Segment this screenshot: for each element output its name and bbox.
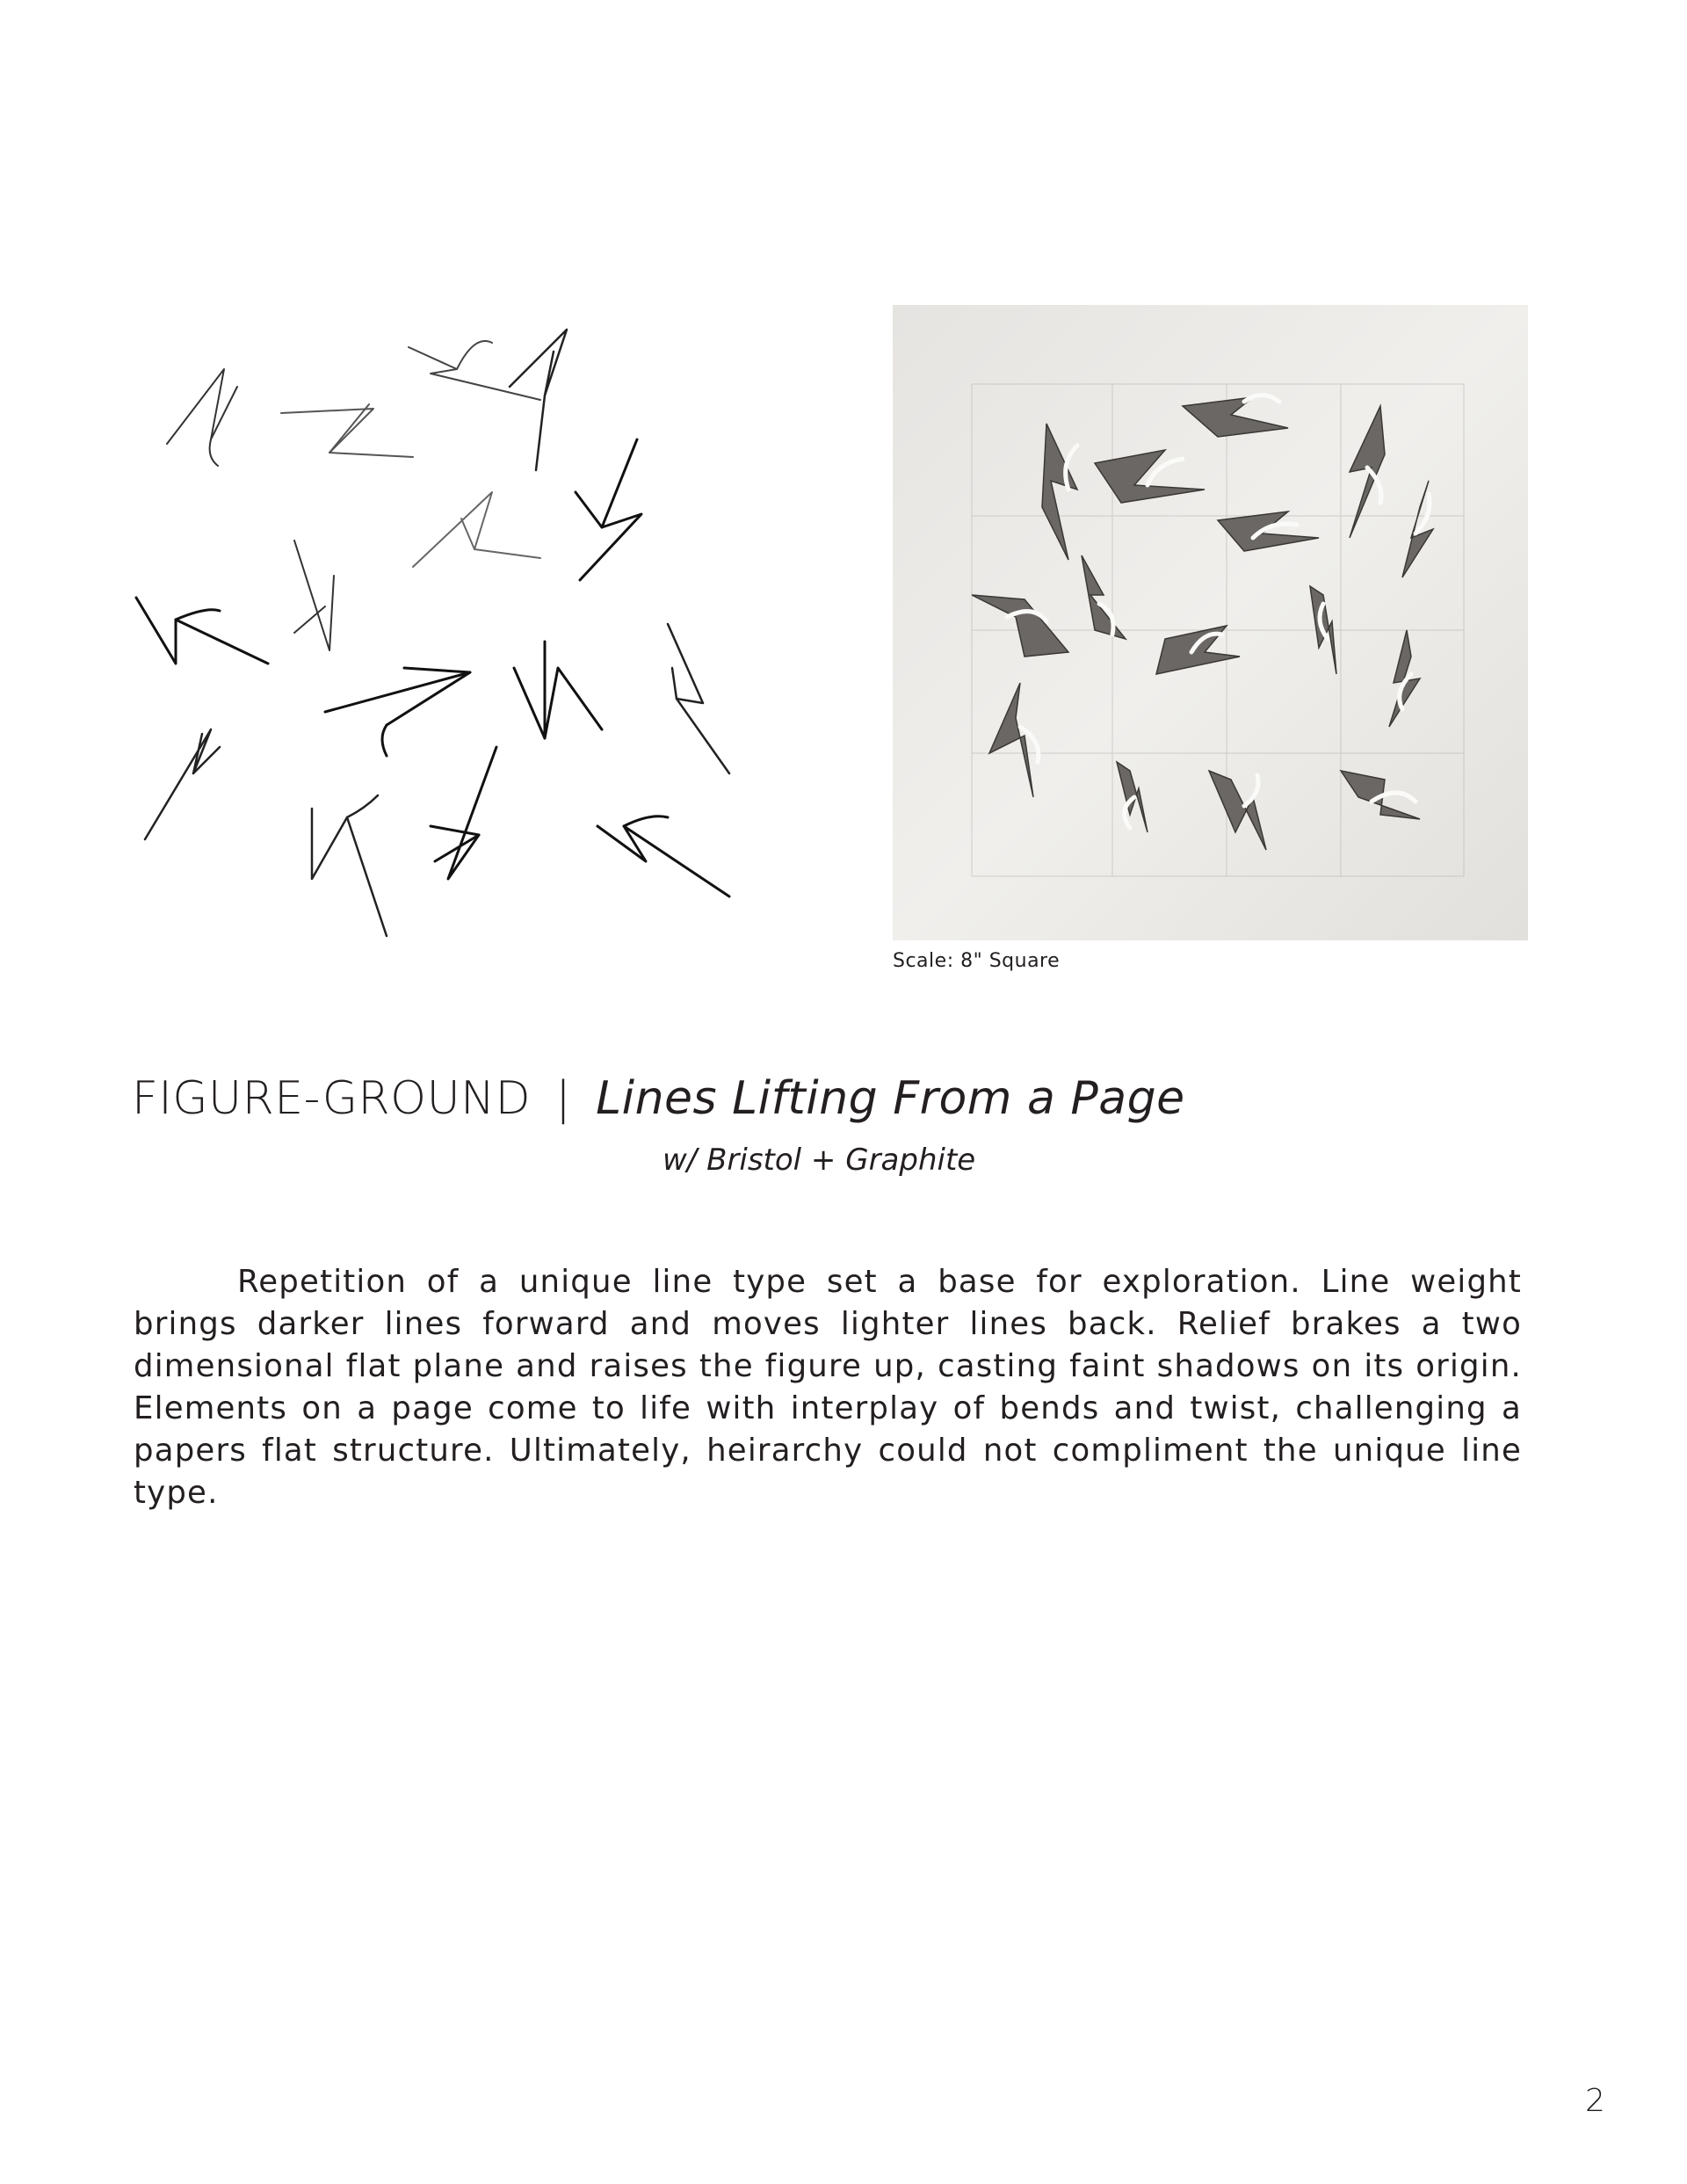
page-title: [132, 1072, 1185, 1125]
sketch-arrow: [668, 624, 729, 773]
page-subtitle: w/ Bristol + Graphite: [662, 1143, 976, 1178]
sketch-arrow: [136, 598, 268, 664]
title-italic: Lines Lifting From a Page: [596, 1072, 1185, 1125]
sketch-arrow: [409, 341, 540, 400]
sketch-arrow: [413, 492, 540, 567]
relief-model-image: [893, 305, 1528, 940]
sketch-arrow: [325, 668, 470, 756]
body-text: [134, 1261, 1522, 1514]
body-paragraph: Repetition of a unique line type set a base for exploration. Line weight brings darker lines forward and moves lighter lines back. Relief brakes a two dimensional flat plane and raises the figure up, casting faint shadows on its origin. Elements on a page come to life with interplay of bends and twist, challenging a papers flat structure. Ultimately, heirarchy could not compliment the unique line type.: [134, 1264, 1522, 1511]
sketch-arrow: [431, 747, 496, 879]
sketch-arrow: [167, 369, 237, 466]
page-number: 2: [1585, 2083, 1605, 2119]
image-caption: Scale: 8" Square: [893, 950, 1061, 972]
sketch-arrow: [145, 729, 220, 839]
title-separator: |: [555, 1072, 572, 1125]
sketch-arrow: [312, 795, 387, 936]
sketch-arrow: [294, 541, 334, 650]
sketch-arrow: [281, 404, 413, 457]
sketch-arrow: [576, 439, 641, 580]
sketch-arrow: [514, 642, 602, 738]
line-drawing-image: [123, 316, 756, 949]
sketch-arrow: [597, 816, 729, 896]
title-main: FIGURE-GROUND: [132, 1072, 532, 1125]
